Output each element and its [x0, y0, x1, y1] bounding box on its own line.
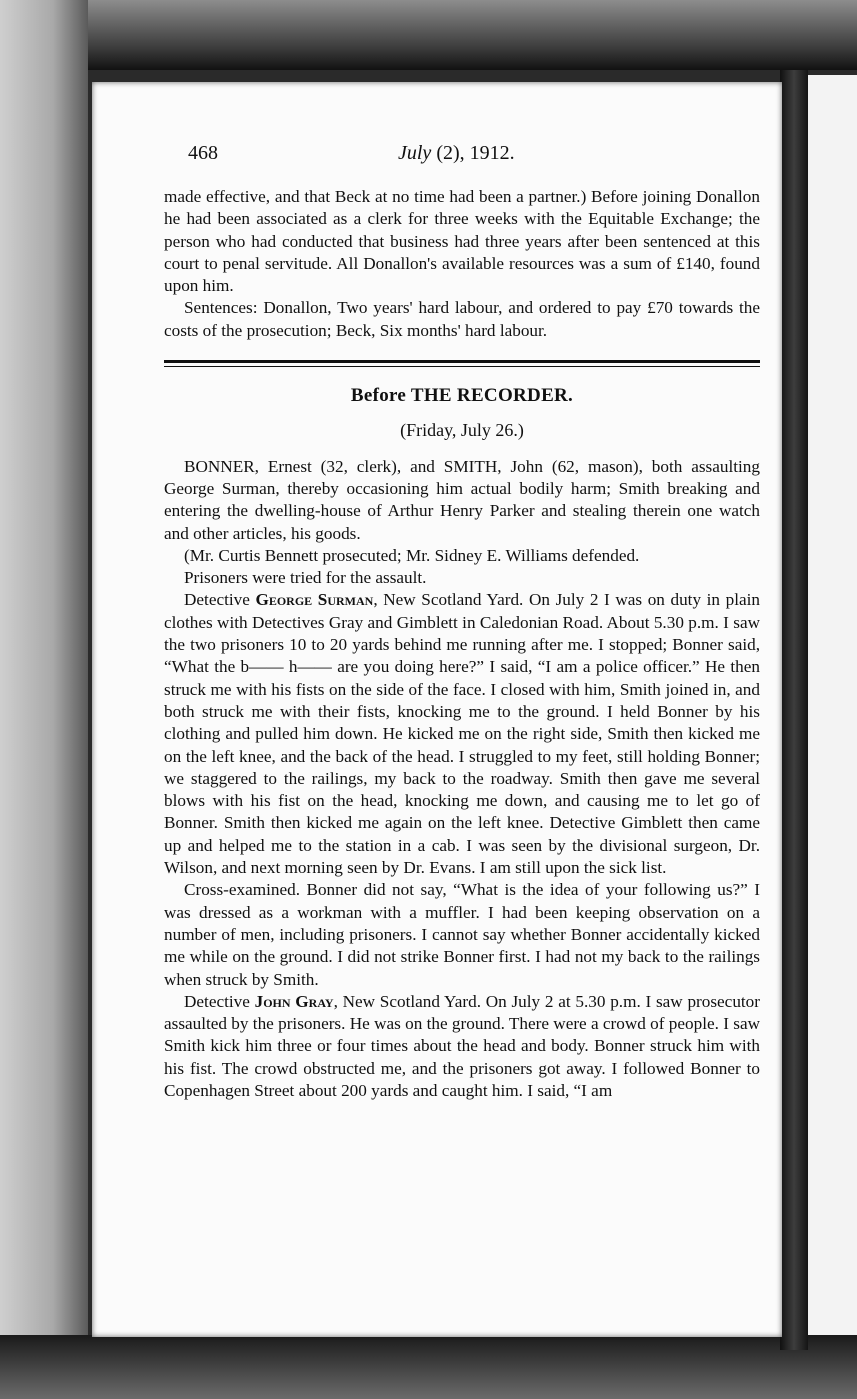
- witness-name: John Gray: [254, 991, 334, 1011]
- header-year: 1912.: [469, 142, 515, 164]
- page-number: 468: [188, 142, 218, 164]
- witness-testimony: , New Scotland Yard. On July 2 at 5.30 p.m. I saw prosecutor assaulted by the prisoners. He was on the ground. There were a crowd of people. I saw Smith kick him three or four times about the head and body. Bonner struck him with his fist. The crowd obstructed me, and the prisoners got away. I followed Bonner to Copenhagen Street about 200 yards and caught him. I said, “I am: [164, 991, 761, 1100]
- page-header: [188, 142, 668, 172]
- paragraph-sentences: Sentences: Donallon, Two years' hard labour, and ordered to pay £70 towards the costs of the prosecution; Beck, Six months' hard labour.: [164, 298, 760, 340]
- paragraph-indictment: BONNER, Ernest (32, clerk), and SMITH, John (62, mason), both assaulting George Surman, thereby occasioning him actual bodily harm; Smith breaking and entering the dwelling-house of Arthur Henry Parker and stealing therein one watch and other articles, his goods.: [164, 456, 760, 543]
- facing-page-edge: [806, 75, 857, 1335]
- page-body: [164, 186, 760, 1102]
- left-page-edge: [0, 0, 88, 1399]
- section-heading: Before THE RECORDER.: [350, 385, 574, 407]
- paragraph-counsel: (Mr. Curtis Bennett prosecuted; Mr. Sidney E. Williams defended.: [184, 545, 640, 565]
- section-divider: [164, 360, 760, 367]
- witness-name: George Surman: [255, 590, 374, 610]
- witness-prefix: Detective: [184, 590, 250, 610]
- paragraph-witness-surman: [164, 589, 760, 879]
- scan-background-bottom: [0, 1335, 857, 1399]
- header-day: (2),: [436, 142, 465, 164]
- witness-testimony: , New Scotland Yard. On July 2 I was on duty in plain clothes with Detectives Gray and Gimblett in Caledonian Road. About 5.30 p.m. I saw the two prisoners 10 to 20 yards behind me running after me. I stopped; Bonner said, “What the b—— h—— are you doing here?” I said, “I am a police officer.” He then struck me with his fists on the side of the face. I closed with him, Smith joined in, and both struck me with their fists, knocking me to the ground. I held Bonner by his clothing and pulled him down. He kicked me on the right side, Smith then kicked me on the left knee, and the back of the head. I struggled to my feet, still holding Bonner; we staggered to the railings, my back to the roadway. Smith then gave me several blows with his fist on the head, knocking me down, and causing me to let go of Bonner. Smith then kicked me again on the left knee. Detective Gimblett then came up and helped me to the station in a cab. I was seen by the divisional surgeon, Dr. Wilson, and next morning seen by Dr. Evans. I am still upon the sick list.: [164, 590, 760, 878]
- witness-prefix: Detective: [184, 991, 250, 1011]
- document-page: [92, 82, 782, 1337]
- paragraph-witness-gray: [164, 991, 760, 1102]
- book-binding: [780, 70, 808, 1350]
- paragraph: made effective, and that Beck at no time had been a partner.) Before joining Donallon he had been associated as a clerk for three weeks with the Equitable Exchange; the person who had conducted that business had three years after been sentenced at this court to penal servitude. All Donallon's available resources was a sum of £140, found upon him.: [164, 187, 760, 296]
- header-month: July: [398, 142, 432, 164]
- section-date: (Friday, July 26.): [400, 420, 524, 441]
- header-date: [398, 142, 515, 165]
- paragraph-trial: Prisoners were tried for the assault.: [184, 568, 427, 588]
- scan-background-top: [0, 0, 857, 70]
- paragraph-cross-examined: Cross-examined. Bonner did not say, “What is the idea of your following us?” I was dressed as a workman with a muffler. I had been keeping observation on a number of men, including prisoners. I cannot say whether Bonner accidentally kicked me while on the ground. I did not strike Bonner first. I had not my back to the railings when struck by Smith.: [164, 880, 760, 989]
